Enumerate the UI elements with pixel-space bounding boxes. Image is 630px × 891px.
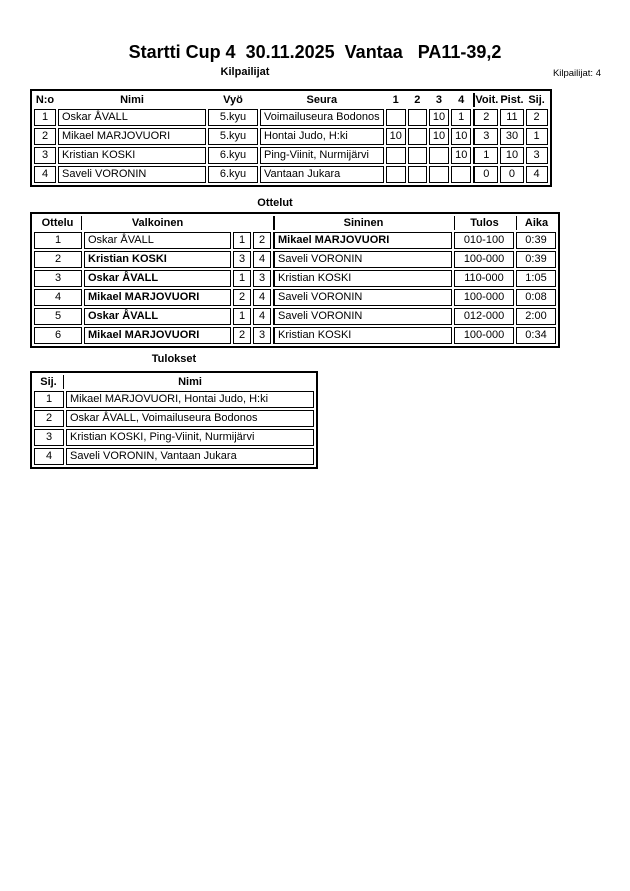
cell-name: Oskar ÅVALL, Voimailuseura Bodonos <box>66 410 314 427</box>
cell-blue: Kristian KOSKI <box>273 270 452 287</box>
column-header-pist: Pist. <box>500 94 524 106</box>
column-header-sij: Sij. <box>34 375 64 389</box>
cell-time: 0:08 <box>516 289 556 306</box>
cell-r3 <box>429 147 449 164</box>
cell-r4: 1 <box>451 109 471 126</box>
column-header-no: N:o <box>35 94 55 106</box>
cell-place: 4 <box>526 166 548 183</box>
cell-blue_no: 4 <box>253 289 271 306</box>
cell-white: Oskar ÅVALL <box>84 270 231 287</box>
column-header-aika: Aika <box>516 216 556 230</box>
table-row <box>34 232 556 249</box>
cell-time: 2:00 <box>516 308 556 325</box>
column-header-voit: Voit. <box>475 94 499 106</box>
section-heading-kilpailijat: Kilpailijat <box>220 66 270 78</box>
column-header-tulos: Tulos <box>454 216 514 230</box>
cell-name: Kristian KOSKI <box>58 147 206 164</box>
cell-white: Mikael MARJOVUORI <box>84 289 231 306</box>
cell-wins: 0 <box>473 166 498 183</box>
cell-white_no: 2 <box>233 327 251 344</box>
cell-club: Vantaan Jukara <box>260 166 384 183</box>
column-header-valkoinen: Valkoinen <box>131 217 184 229</box>
cell-match: 1 <box>34 232 82 249</box>
column-header-2: 2 <box>414 94 421 106</box>
cell-r2 <box>408 109 427 126</box>
cell-time: 0:34 <box>516 327 556 344</box>
cell-result: 010-100 <box>454 232 514 249</box>
cell-points: 11 <box>500 109 523 126</box>
cell-wins: 1 <box>473 147 498 164</box>
cell-place: 3 <box>34 429 64 446</box>
cell-r2 <box>408 147 427 164</box>
cell-white_no: 2 <box>233 289 251 306</box>
cell-white_no: 1 <box>233 308 251 325</box>
table-row <box>34 109 548 126</box>
tulokset-table <box>30 371 318 469</box>
cell-blue: Saveli VORONIN <box>273 289 452 306</box>
cell-belt: 6.kyu <box>208 166 258 183</box>
cell-no: 2 <box>34 128 56 145</box>
cell-time: 0:39 <box>516 251 556 268</box>
column-header-sininen: Sininen <box>273 216 452 230</box>
cell-points: 30 <box>500 128 523 145</box>
cell-white: Kristian KOSKI <box>84 251 231 268</box>
section-heading-tulokset: Tulokset <box>151 353 197 365</box>
cell-blue_no: 2 <box>253 232 271 249</box>
table-row <box>34 308 556 325</box>
cell-result: 012-000 <box>454 308 514 325</box>
cell-place: 2 <box>34 410 64 427</box>
cell-place: 2 <box>526 109 548 126</box>
cell-r1: 10 <box>386 128 406 145</box>
column-header-ottelu: Ottelu <box>34 216 82 230</box>
cell-white_no: 1 <box>233 270 251 287</box>
cell-time: 1:05 <box>516 270 556 287</box>
cell-r4: 10 <box>451 128 471 145</box>
ottelut-header-row <box>34 216 556 230</box>
cell-r1 <box>386 109 406 126</box>
cell-name: Kristian KOSKI, Ping-Viinit, Nurmijärvi <box>66 429 314 446</box>
cell-wins: 2 <box>473 109 498 126</box>
cell-club: Ping-Viinit, Nurmijärvi <box>260 147 384 164</box>
cell-club: Hontai Judo, H:ki <box>260 128 384 145</box>
cell-place: 1 <box>526 128 548 145</box>
cell-result: 100-000 <box>454 327 514 344</box>
cell-result: 100-000 <box>454 289 514 306</box>
column-header-4: 4 <box>458 94 465 106</box>
column-header-nimi: Nimi <box>120 94 144 106</box>
table-row <box>34 147 548 164</box>
table-row <box>34 327 556 344</box>
cell-white_no: 1 <box>233 232 251 249</box>
cell-blue_no: 4 <box>253 308 271 325</box>
cell-r3: 10 <box>429 109 449 126</box>
cell-r2 <box>408 128 427 145</box>
cell-blue_no: 3 <box>253 270 271 287</box>
table-row <box>34 251 556 268</box>
cell-blue: Saveli VORONIN <box>273 308 452 325</box>
cell-blue: Mikael MARJOVUORI <box>273 232 452 249</box>
column-header-1: 1 <box>392 94 399 106</box>
cell-white: Oskar ÅVALL <box>84 308 231 325</box>
column-header-blue-no <box>253 216 271 230</box>
column-header-white-no <box>233 216 251 230</box>
cell-match: 3 <box>34 270 82 287</box>
cell-white_no: 3 <box>233 251 251 268</box>
cell-belt: 5.kyu <box>208 128 258 145</box>
cell-belt: 6.kyu <box>208 147 258 164</box>
table-row <box>34 410 314 427</box>
page-title: Startti Cup 4 30.11.2025 Vantaa PA11-39,2 <box>128 42 502 62</box>
competitors-count: Kilpailijat: 4 <box>552 68 601 79</box>
cell-r1 <box>386 166 406 183</box>
ottelut-table <box>30 212 560 348</box>
column-header-nimi: Nimi <box>178 376 202 388</box>
cell-blue: Kristian KOSKI <box>273 327 452 344</box>
tulokset-header-row <box>34 375 314 389</box>
cell-name: Mikael MARJOVUORI, Hontai Judo, H:ki <box>66 391 314 408</box>
kilpailijat-table <box>30 89 552 187</box>
cell-match: 6 <box>34 327 82 344</box>
cell-match: 5 <box>34 308 82 325</box>
cell-r4: 10 <box>451 147 471 164</box>
cell-place: 3 <box>526 147 548 164</box>
cell-r4 <box>451 166 471 183</box>
cell-blue_no: 4 <box>253 251 271 268</box>
cell-r2 <box>408 166 427 183</box>
cell-r3: 10 <box>429 128 449 145</box>
cell-no: 4 <box>34 166 56 183</box>
cell-place: 1 <box>34 391 64 408</box>
column-header-sij: Sij. <box>528 94 545 106</box>
cell-club: Voimailuseura Bodonos <box>260 109 384 126</box>
table-row <box>34 429 314 446</box>
cell-place: 4 <box>34 448 64 465</box>
table-row <box>34 391 314 408</box>
section-heading-ottelut: Ottelut <box>257 197 293 209</box>
table-row <box>34 448 314 465</box>
cell-no: 1 <box>34 109 56 126</box>
cell-r1 <box>386 147 406 164</box>
cell-match: 4 <box>34 289 82 306</box>
table-row <box>34 166 548 183</box>
cell-belt: 5.kyu <box>208 109 258 126</box>
table-row <box>34 289 556 306</box>
column-header-vyo: Vyö <box>223 94 243 106</box>
cell-points: 10 <box>500 147 523 164</box>
table-row <box>34 270 556 287</box>
cell-r3 <box>429 166 449 183</box>
cell-result: 100-000 <box>454 251 514 268</box>
cell-time: 0:39 <box>516 232 556 249</box>
kilpailijat-header-row <box>34 93 548 107</box>
cell-wins: 3 <box>473 128 498 145</box>
cell-name: Mikael MARJOVUORI <box>58 128 206 145</box>
column-header-seura: Seura <box>306 94 338 106</box>
cell-no: 3 <box>34 147 56 164</box>
table-row <box>34 128 548 145</box>
cell-name: Saveli VORONIN, Vantaan Jukara <box>66 448 314 465</box>
cell-result: 110-000 <box>454 270 514 287</box>
cell-name: Oskar ÅVALL <box>58 109 206 126</box>
cell-white: Oskar ÅVALL <box>84 232 231 249</box>
cell-blue: Saveli VORONIN <box>273 251 452 268</box>
cell-match: 2 <box>34 251 82 268</box>
cell-blue_no: 3 <box>253 327 271 344</box>
cell-name: Saveli VORONIN <box>58 166 206 183</box>
column-header-3: 3 <box>435 94 443 106</box>
cell-white: Mikael MARJOVUORI <box>84 327 231 344</box>
cell-points: 0 <box>500 166 523 183</box>
